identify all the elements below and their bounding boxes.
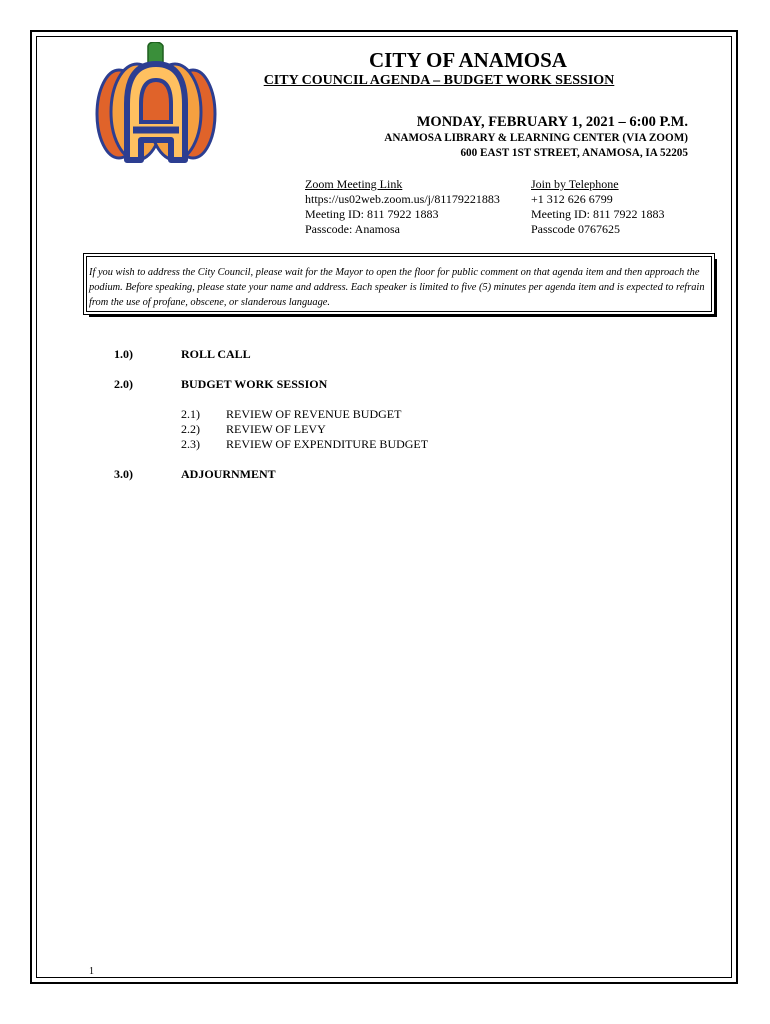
sub-item-label: REVIEW OF REVENUE BUDGET xyxy=(226,407,402,421)
agenda-sub-item xyxy=(181,437,428,452)
public-comment-notice xyxy=(83,253,715,315)
agenda-subtitle: CITY COUNCIL AGENDA – BUDGET WORK SESSION xyxy=(263,73,615,88)
telephone-meeting-id: Meeting ID: 811 7922 1883 xyxy=(531,207,665,221)
zoom-passcode: Passcode: Anamosa xyxy=(305,222,400,236)
agenda-item xyxy=(114,347,251,362)
pumpkin-letter-a-logo-icon xyxy=(93,42,219,164)
page-number: 1 xyxy=(89,966,94,977)
agenda-item-number: 3.0) xyxy=(114,467,133,481)
city-title: CITY OF ANAMOSA xyxy=(369,48,567,72)
agenda-item xyxy=(114,377,327,392)
telephone-number: +1 312 626 6799 xyxy=(531,192,613,206)
meeting-address: 600 EAST 1ST STREET, ANAMOSA, IA 52205 xyxy=(460,147,688,159)
telephone-heading: Join by Telephone xyxy=(531,177,619,191)
telephone-info xyxy=(531,177,665,237)
agenda-sub-item xyxy=(181,422,326,437)
sub-item-number: 2.2) xyxy=(181,422,200,436)
sub-item-label: REVIEW OF EXPENDITURE BUDGET xyxy=(226,437,429,451)
agenda-item-number: 2.0) xyxy=(114,377,133,391)
sub-item-number: 2.3) xyxy=(181,437,200,451)
agenda-item-label: BUDGET WORK SESSION xyxy=(181,377,328,391)
meeting-date: MONDAY, FEBRUARY 1, 2021 – 6:00 P.M. xyxy=(416,114,688,130)
zoom-url-link[interactable]: https://us02web.zoom.us/j/81179221883 xyxy=(305,192,500,206)
meeting-location: ANAMOSA LIBRARY & LEARNING CENTER (VIA ZOOM) xyxy=(384,132,688,144)
telephone-passcode: Passcode 0767625 xyxy=(531,222,620,236)
sub-item-label: REVIEW OF LEVY xyxy=(226,422,326,436)
agenda-sub-item xyxy=(181,407,401,422)
notice-text: If you wish to address the City Council, please wait for the Mayor to open the floor for public comment on that agenda item and then approach the podium. Before speaking, please state your name and address. Each speaker is limited to five (5) minutes per agenda item and is expected to refrain from the use of profane, obscene, or slanderous language. xyxy=(89,267,705,308)
sub-item-number: 2.1) xyxy=(181,407,200,421)
zoom-info xyxy=(305,177,500,237)
agenda-item xyxy=(114,467,276,482)
zoom-heading: Zoom Meeting Link xyxy=(305,177,403,191)
zoom-meeting-id: Meeting ID: 811 7922 1883 xyxy=(305,207,439,221)
agenda-item-label: ADJOURNMENT xyxy=(181,467,276,481)
agenda-item-label: ROLL CALL xyxy=(181,347,251,361)
agenda-item-number: 1.0) xyxy=(114,347,133,361)
